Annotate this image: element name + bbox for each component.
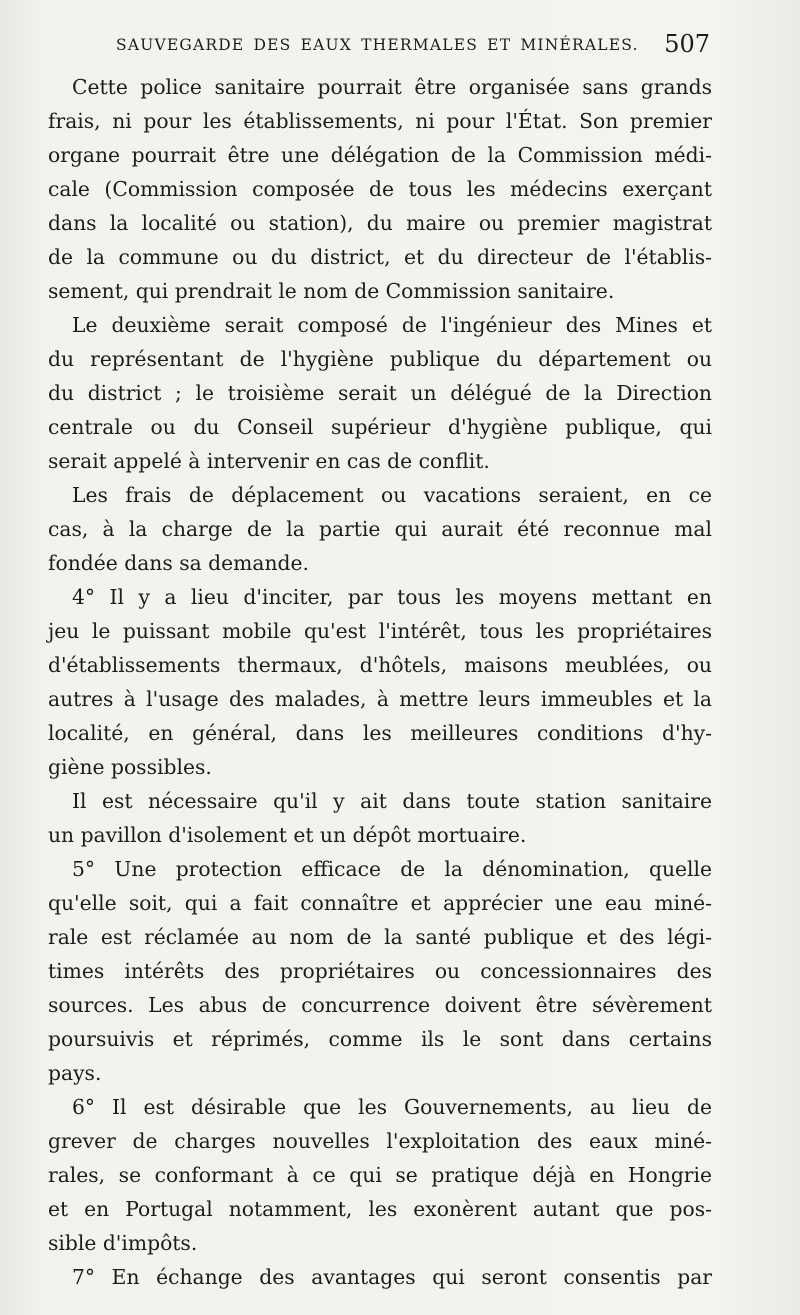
text-line: poursuivis et réprimés, comme ils le sont dans certains xyxy=(48,1027,712,1051)
text-line: sible d'impôts. xyxy=(48,1231,198,1255)
text-line: d'établissements thermaux, d'hôtels, maisons meublées, ou xyxy=(48,653,712,677)
text-line: 7° En échange des avantages qui seront consentis par xyxy=(72,1265,712,1289)
paragraph xyxy=(48,308,712,478)
running-head xyxy=(48,28,710,68)
text-line: 6° Il est désirable que les Gouvernements, au lieu de xyxy=(72,1095,712,1119)
text-line: sources. Les abus de concurrence doivent être sévèrement xyxy=(48,993,712,1017)
text-line: rales, se conformant à ce qui se pratique déjà en Hongrie xyxy=(48,1163,712,1187)
text-line: du district ; le troisième serait un délégué de la Direction xyxy=(48,381,712,405)
text-line: centrale ou du Conseil supérieur d'hygiène publique, qui xyxy=(48,415,712,439)
paragraph xyxy=(48,580,712,784)
text-line: Les frais de déplacement ou vacations seraient, en ce xyxy=(72,483,712,507)
text-line: de la commune ou du district, et du directeur de l'établis- xyxy=(48,245,712,269)
text-line: fondée dans sa demande. xyxy=(48,551,309,575)
text-line: 5° Une protection efficace de la dénomination, quelle xyxy=(72,857,712,881)
paragraph xyxy=(48,478,712,580)
text-line: autres à l'usage des malades, à mettre leurs immeubles et la xyxy=(48,687,712,711)
paragraph xyxy=(48,852,712,1090)
body-text xyxy=(48,70,712,1294)
paragraph xyxy=(48,784,712,852)
text-line: pays. xyxy=(48,1061,102,1085)
page-number: 507 xyxy=(664,30,710,58)
text-line: dans la localité ou station), du maire ou premier magistrat xyxy=(48,211,712,235)
text-line: giène possibles. xyxy=(48,755,212,779)
text-line: 4° Il y a lieu d'inciter, par tous les moyens mettant en xyxy=(72,585,712,609)
text-line: grever de charges nouvelles l'exploitation des eaux miné- xyxy=(48,1129,712,1153)
paragraph xyxy=(48,1090,712,1260)
text-line: Cette police sanitaire pourrait être organisée sans grands xyxy=(72,75,712,99)
text-line: frais, ni pour les établissements, ni pour l'État. Son premier xyxy=(48,109,712,133)
text-line: et en Portugal notamment, les exonèrent autant que pos- xyxy=(48,1197,712,1221)
text-line: jeu le puissant mobile qu'est l'intérêt, tous les propriétaires xyxy=(48,619,712,643)
text-line: Le deuxième serait composé de l'ingénieur des Mines et xyxy=(72,313,712,337)
text-line: times intérêts des propriétaires ou concessionnaires des xyxy=(48,959,712,983)
running-title: SAUVEGARDE DES EAUX THERMALES ET MINÉRALES. xyxy=(116,36,639,54)
text-line: cale (Commission composée de tous les médecins exerçant xyxy=(48,177,712,201)
text-line: du représentant de l'hygiène publique du département ou xyxy=(48,347,712,371)
text-line: Il est nécessaire qu'il y ait dans toute station sanitaire xyxy=(72,789,712,813)
text-line: organe pourrait être une délégation de la Commission médi- xyxy=(48,143,712,167)
text-line: qu'elle soit, qui a fait connaître et apprécier une eau miné- xyxy=(48,891,712,915)
paragraph xyxy=(48,1260,712,1294)
text-line: rale est réclamée au nom de la santé publique et des légi- xyxy=(48,925,712,949)
text-line: serait appelé à intervenir en cas de conflit. xyxy=(48,449,490,473)
paragraph xyxy=(48,70,712,308)
text-line: cas, à la charge de la partie qui aurait été reconnue mal xyxy=(48,517,712,541)
text-line: un pavillon d'isolement et un dépôt mortuaire. xyxy=(48,823,527,847)
text-line: localité, en général, dans les meilleures conditions d'hy- xyxy=(48,721,712,745)
text-line: sement, qui prendrait le nom de Commission sanitaire. xyxy=(48,279,615,303)
